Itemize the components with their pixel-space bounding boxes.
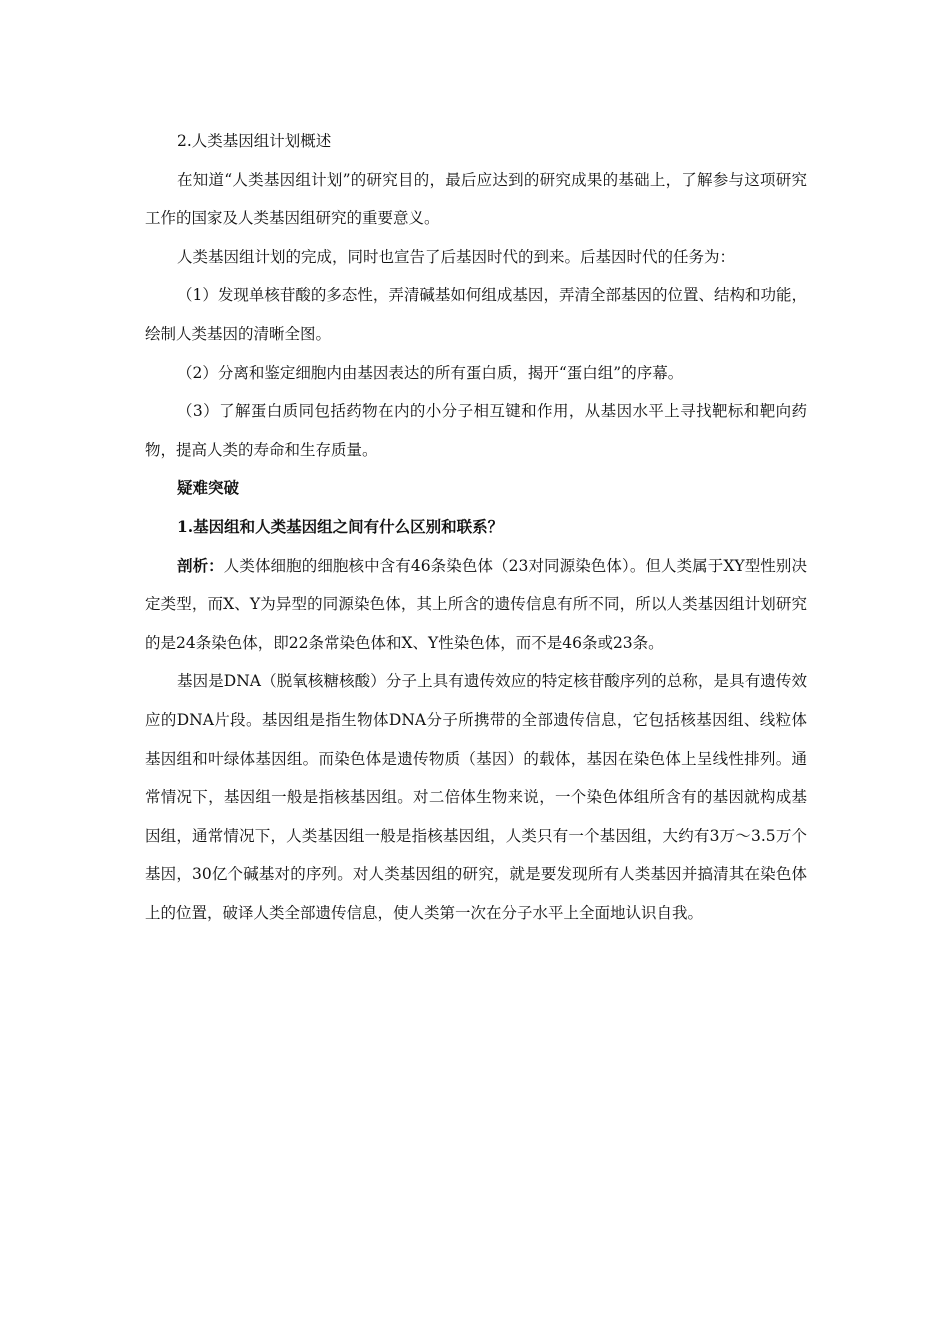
question-heading: 1.基因组和人类基因组之间有什么区别和联系？: [177, 516, 504, 536]
post-genome-intro: 人类基因组计划的完成，同时也宣告了后基因时代的到来。后基因时代的任务为：: [177, 247, 736, 266]
section-title: 2.人类基因组计划概述: [177, 132, 332, 150]
gene-definition-paragraph: 基因是DNA（脱氧核糖核酸）分子上具有遗传效应的特定核苷酸序列的总称，是具有遗传效应的DNA片段。基因组是指生物体DNA分子所携带的全部遗传信息，它包括核基因组、线粒体基因组和叶绿体基因组。而染色体是遗传物质（基因）的载体，基因在染色体上呈线性排列。通常情况下，基因组一般是指核基因组。对二倍体生物来说，一个染色体组所含有的基因就构成基因组，通常情况下，人类基因组一般是指核基因组，人类只有一个基因组，大约有3万～3.5万个基因，30亿个碱基对的序列。对人类基因组的研究，就是要发现所有人类基因并搞清其在染色体上的位置，破译人类全部遗传信息，使人类第一次在分子水平上全面地认识自我。: [145, 672, 807, 922]
intro-paragraph: 在知道“人类基因组计划”的研究目的，最后应达到的研究成果的基础上，了解参与这项研究工作的国家及人类基因组研究的重要意义。: [145, 170, 807, 228]
analysis-text: 人类体细胞的细胞核中含有46条染色体（23对同源染色体）。但人类属于XY型性别决定类型，而X、Y为异型的同源染色体，其上所含的遗传信息有所不同，所以人类基因组计划研究的是24条染色体，即22条常染色体和X、Y性染色体，而不是46条或23条。: [145, 556, 807, 652]
analysis-label: 剖析：: [177, 555, 224, 575]
document-body: [145, 122, 807, 932]
task-item-1: （1）发现单核苷酸的多态性，弄清碱基如何组成基因，弄清全部基因的位置、结构和功能，绘制人类基因的清晰全图。: [145, 286, 807, 343]
task-item-3: （3）了解蛋白质同包括药物在内的小分子相互键和作用，从基因水平上寻找靶标和靶向药物，提高人类的寿命和生存质量。: [145, 402, 807, 459]
task-item-2: （2）分离和鉴定细胞内由基因表达的所有蛋白质，揭开“蛋白组”的序幕。: [177, 363, 684, 382]
difficulty-heading: 疑难突破: [177, 478, 240, 498]
analysis-paragraph: [145, 547, 807, 663]
